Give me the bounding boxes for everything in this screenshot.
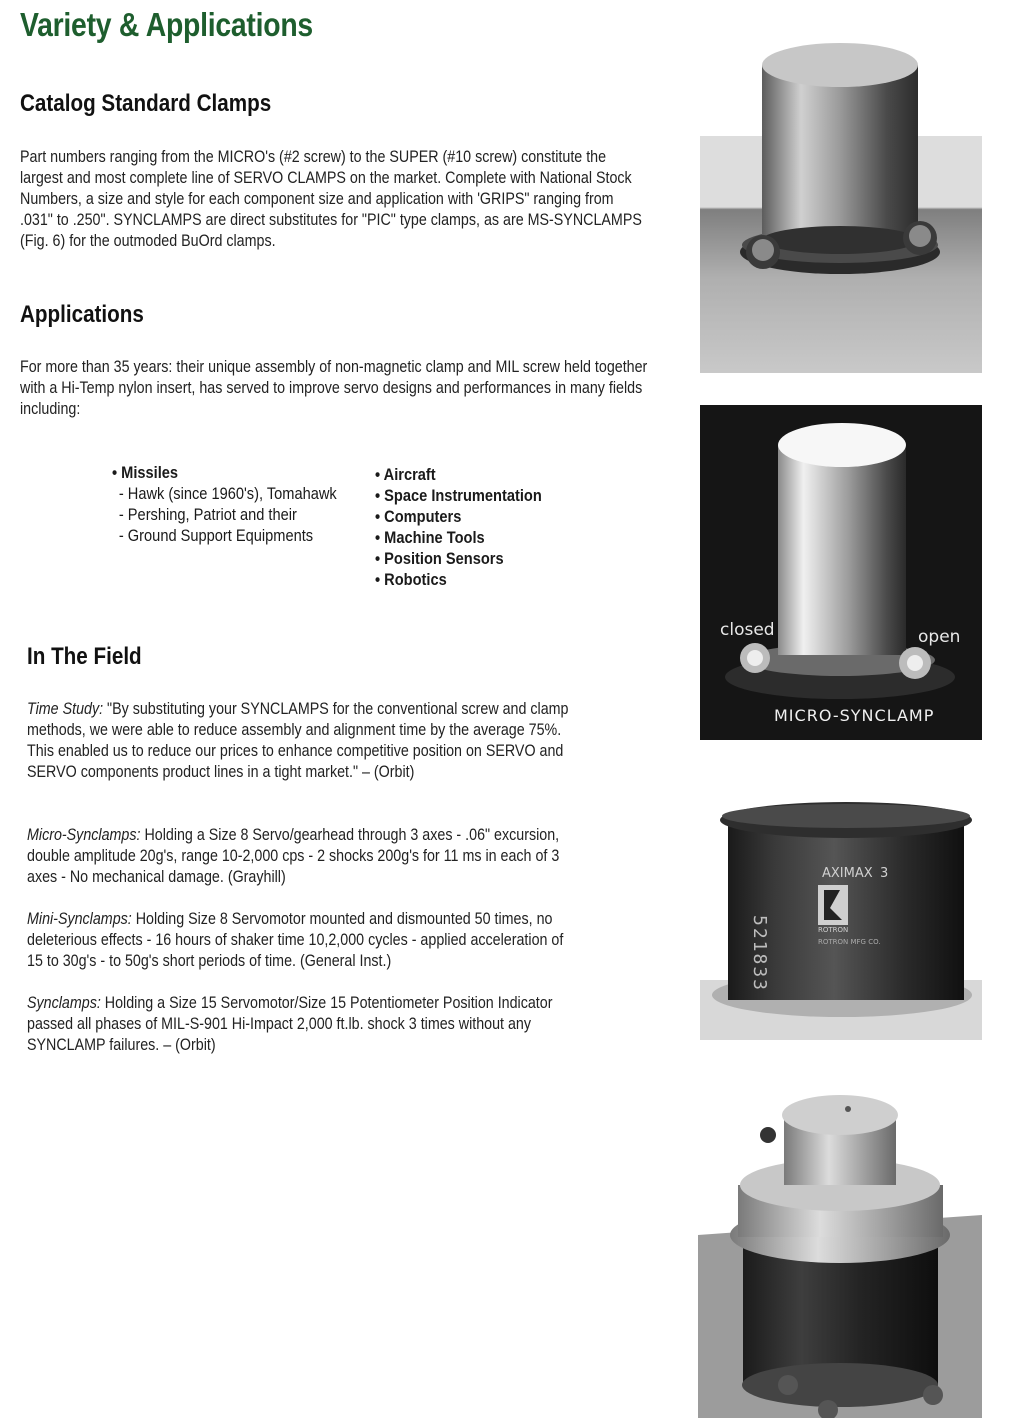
field-entry (27, 908, 573, 971)
list-item: • Aircraft (375, 465, 436, 484)
list-item: - Ground Support Equipments (118, 526, 314, 545)
list-item: • Computers (375, 507, 462, 526)
section-heading-catalog: Catalog Standard Clamps (20, 90, 272, 117)
motor-photo-3 (700, 790, 982, 1040)
page-title: Variety & Applications (20, 6, 313, 43)
entry-label: Mini-Synclamps: (27, 909, 132, 928)
list-item: • Robotics (375, 570, 447, 589)
closed-label: closed (720, 620, 775, 640)
list-item: • Machine Tools (375, 528, 485, 547)
entry-text: Holding a Size 15 Servomotor/Size 15 Potentiometer Position Indicator passed all phases of MIL-S-901 Hi-Impact 2,000 ft.lb. shock 3 times without any SYNCLAMP failures. – (Orbit) (27, 993, 553, 1054)
applications-paragraph: For more than 35 years: their unique assembly of non-magnetic clamp and MIL screw held together with a Hi-Temp nylon insert, has served to improve servo designs and performances in many fields including: (20, 357, 648, 418)
field-entry (27, 698, 573, 782)
size-digit: 3 (880, 866, 889, 881)
missiles-list (112, 462, 370, 546)
list-item: - Pershing, Patriot and their (118, 505, 297, 524)
entry-text: Holding a Size 8 Servo/gearhead through 3 axes - .06" excursion, double amplitude 20g's, range 10-2,000 cps - 2 shocks 200g's for 11 ms in each of 3 axes - No mechanical damage. (Grayhill) (27, 825, 560, 886)
clamp-photo-1 (700, 30, 982, 373)
fields-list (375, 464, 616, 590)
entry-text: "By substituting your SYNCLAMPS for the conventional screw and clamp methods, we were able to reduce assembly and alignment time by the average 75%. This enabled us to reduce our prices to enhance competitive position on SERVO and SERVO components product lines in a tight market." – (Orbit) (27, 699, 569, 781)
list-item: • Space Instrumentation (375, 486, 542, 505)
clamp-photo-2 (700, 405, 982, 740)
section-heading-applications: Applications (20, 301, 144, 328)
entry-text: Holding Size 8 Servomotor mounted and dismounted 50 times, no deleterious effects - 16 hours of shaker time 10,2,000 cycles - applied acceleration of 15 to 30g's - to 50g's short periods of time. (General Inst.) (27, 909, 564, 970)
catalog-paragraph: Part numbers ranging from the MICRO's (#2 screw) to the SUPER (#10 screw) constitute the largest and most complete line of SERVO CLAMPS on the market. Complete with National Stock Numbers, a size and style for each component size and application with 'GRIPS" ranging from .031" to .250". SYNCLAMPS are direct substitutes for "PIC" type clamps, as are MS-SYNCLAMPS (Fig. 6) for the outmoded BuOrd clamps. (20, 147, 642, 250)
field-entry (27, 992, 573, 1055)
list-item: - Hawk (since 1960's), Tomahawk (118, 484, 337, 503)
field-entry (27, 824, 573, 887)
section-heading-field: In The Field (27, 643, 142, 670)
brand-label: AXIMAX (822, 866, 873, 881)
list-item-missiles: • Missiles (112, 463, 179, 482)
entry-label: Time Study: (27, 699, 104, 718)
list-item: • Position Sensors (375, 549, 504, 568)
open-label: open (918, 627, 961, 647)
maker-label: ROTRON MFG CO. (818, 938, 881, 946)
serial-number: 521833 (749, 915, 770, 993)
entry-label: Micro-Synclamps: (27, 825, 141, 844)
micro-synclamp-caption: MICRO-SYNCLAMP (774, 706, 935, 725)
logo-label: ROTRON (818, 926, 849, 934)
servo-photo-4 (698, 1085, 982, 1418)
entry-label: Synclamps: (27, 993, 101, 1012)
